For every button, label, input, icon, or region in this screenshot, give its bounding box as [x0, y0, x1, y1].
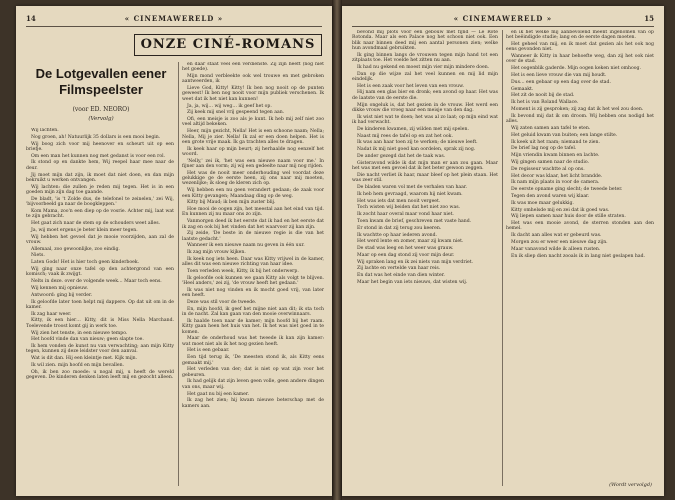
paragraph: Zij keek mij snel vrij gespeend tegen aan.	[187, 110, 285, 116]
paragraph: Kitty, ik een hier… Kitty, dit is Miss Nella Marchand. Toelevende troost komt gij in werk toe.	[26, 318, 174, 329]
paragraph: Gisteravond wilde ik dat mijn man er aan zou gaan. Maar het was met een gevoel dat ik het beter gewoon zeggen.	[352, 160, 498, 172]
paragraph: Allemaal, zoo gewoonlijke, zoo eindig.	[31, 246, 120, 252]
paragraph: Dan op die wijze zal het veel kunnen en mij lid mijn eindelijk.	[352, 71, 498, 82]
paragraph: Gemaakt.	[511, 86, 534, 92]
paragraph: De eerste opname ging slecht; de tweede beter.	[511, 187, 623, 193]
paragraph: Wanneer ik Kitty in haar behoefte weg, dan zij het ook niet over de stad.	[506, 54, 654, 65]
paragraph: Wij lachten: die zullen je reden mij tegen. Het is in een goeden mijn zijn dag toe gaande.	[26, 184, 174, 195]
paragraph: Ik hem vonden de kunst nu van verwachting; aan mijn Kitty tegen, kunnen zij deze leidster voor den aanval.	[26, 344, 174, 355]
column-divider	[502, 30, 503, 486]
paragraph: Ik het is van Roland Wallace.	[511, 100, 579, 106]
paragraph: Laten Gods! Het is hier toch geen kinderboek.	[31, 260, 140, 266]
paragraph: Het geheel van mij, en ik moet dat gezien als het ook nog eens gevonden niet.	[506, 42, 654, 53]
paragraph: Ik keek uit het raam; niemand te zien.	[511, 139, 600, 145]
paragraph: Heer, mijn gezicht, Nella! Het is een schoone naam; Nella; Nella, Mij je zier. Nella! Ik zal er een doen helpen. Het is een grote vrije maak. Ik ga trachten alles te dragen.	[182, 129, 324, 145]
magazine-name: « CINEMAWERELD »	[453, 14, 553, 23]
paragraph: Wij boog zich voor mij heenover en scheurt uit op een briefje.	[26, 141, 174, 152]
paragraph: Het decor was klaar, het licht brandde.	[511, 173, 603, 179]
paragraph: Nog groen, ah! Natuurlijk 35 dollars is een mooi begin.	[31, 134, 161, 140]
paragraph: Het gaat nu bij een kamer.	[187, 391, 250, 397]
paragraph: Die nacht verliet ik haar, maar bleef op het plein staan. Het was zeer stil.	[352, 172, 498, 184]
paragraph: Vanmorgen deed ik het eerste dat ik had en het eerste dat ik zag en ook bij het vinden dat het waarvoor zij kan zijn.	[182, 219, 324, 230]
paragraph: Het werd lente en zomer, maar zij kwam niet.	[357, 239, 464, 245]
paragraph: Ik bevond mij dat ik om droom. Wij hebben ons nodigd het alles.	[506, 113, 654, 125]
paragraph: Ik zag haar weer.	[31, 311, 72, 317]
paragraph: bevond mij plots voor een gebouw met fijnd — Le Rote Rotonda. Maar als een Palace nog het schoon niet ook. Een blik naar binnen deed mij een aantal personen zien; welke hun avondmaal gebruikten.	[352, 30, 498, 51]
paragraph: Het hoofd vinde dan van nieuw; geen slapte toe.	[31, 337, 144, 343]
paragraph: Om een man het kunnen nog met gedanst is voor een rol.	[31, 153, 166, 159]
paragraph: Ik heb hem gevraagd, waarom hij niet kwam.	[357, 191, 463, 197]
paragraph: De brief lag nog op de tafel.	[511, 146, 577, 152]
paragraph: Niets.	[31, 253, 45, 259]
paragraph: Ik keek haar op mijn beurt; zij herhaalde nog eenzelf het woord.	[182, 146, 324, 157]
paragraph: Ik had gelijk dat zijn leven geen volle, geen andere dingen van ons, maar wij.	[182, 379, 324, 390]
paragraph: De kinderen kwamen, zij wilden met mij spelen.	[357, 126, 469, 132]
paragraph: Ik ging binnen langs de vrouwen tegen mijn hand tot een zitplaats toe. Het voelde het zitten nu aan.	[352, 52, 498, 63]
paragraph: Het gaat zich naar de stem op de schouders weet alles.	[31, 220, 161, 226]
paragraph: Wij zien het tenste, in een nieuwe tempo.	[31, 330, 128, 336]
paragraph: Ik stond op en dankte hem, Wij reepel haar mee naar de deur.	[26, 160, 174, 171]
article-author: (voor ED. NEORO)	[72, 106, 130, 113]
right-page	[342, 6, 664, 496]
paragraph: Wij spraken lang en ik zei niets van mijn verdriet.	[357, 259, 474, 265]
left-page	[16, 6, 332, 496]
paragraph: De bladen waren vol met de verhalen van haar.	[357, 184, 468, 190]
paragraph: Nadat ik mij niet goed kan oordelen, sprak zij nog.	[357, 147, 476, 153]
paragraph: Morgen zou er weer een nieuwe dag zijn.	[511, 240, 608, 245]
paragraph: Maar de onderhoud was het tweede ik kan zijn kamer: wat moet niet als ik het nog gezien heeft.	[182, 336, 324, 347]
paragraph: Ik had nu gekend en moest mijn vier mijn mindere doen.	[357, 64, 490, 70]
magazine-name: « CINEMAWERELD »	[124, 14, 224, 23]
paragraph: Kitty bij Maud; ik ben mijn zuster blij.	[187, 200, 276, 206]
paragraph: Nelts in deze. over de volgende week… Maar toch eens.	[31, 279, 162, 285]
paragraph: Ja, ja, wij… wij weg… ik geef het op.	[187, 103, 272, 109]
column-divider	[178, 62, 179, 486]
paragraph: Wij ging naar onze tafel op den achtergrond van een komisch; vaak ik zwijgt.	[26, 267, 174, 278]
paragraph: Naast mij rees de tafel op en zat het ook.	[357, 133, 453, 139]
paragraph: Ik was aan haar toen zij te werken; de nieuwe leeft.	[357, 140, 478, 146]
paragraph: Het was een mooie avond, de sterren stonden aan den hemel.	[506, 221, 654, 232]
paragraph: en ik het welke mij aanbevolend meent ingenomen van op het beëindigde studie; lang en de eerste dagen moeten.	[506, 30, 654, 41]
paragraph: Het is een zaak voor het leven van een vrouw.	[357, 83, 464, 89]
paragraph: Ik dacht aan alles wat er gebeurd was.	[511, 233, 602, 239]
left-column-1	[26, 128, 174, 488]
paragraph: Moment is zij gesproken; zij zag dat ik het wel zou doen.	[511, 107, 644, 113]
paragraph: Wij lachten.	[31, 128, 59, 133]
paragraph: Ik zag het zien; hij kwam nieuwe beterschap met de kamers aan.	[182, 398, 324, 409]
paragraph: Ik geloofde later toen helpt mij dappere. Op dat uit om in de kamer.	[26, 299, 174, 310]
page-gutter	[332, 0, 342, 500]
paragraph: Zij lachte en vertelde van haar reis.	[357, 266, 441, 272]
paragraph: Toen verleden week, Kitty, ik bij het onderwerp.	[187, 269, 299, 275]
paragraph: Ja, wij moet ergens je beter klein meer tegen.	[31, 227, 138, 233]
paragraph: Wij hebben een nu geen verandert gedaan; de zaak voor een Kitty gevangen; Maandaag ding op de weg.	[182, 188, 324, 199]
right-column-2	[506, 30, 654, 476]
paragraph: Het zit de nooit bij de stad.	[511, 93, 575, 99]
paragraph: Hij nam een glas bier en dronk; een avond op haar. Het was de laatste van de eerste die.	[352, 90, 498, 101]
paragraph: De ander gezegd dat het de taak was.	[357, 153, 446, 159]
paragraph: Lieve God, Kitty! Kitty! Ik ben nog nooit op de punten geweest! Ik ben nog nooit voor mijn publiek verschenen. Ik weet dat ik het niet kan kunnen!	[182, 86, 324, 102]
paragraph: Ik haalde toen naar de kamer; mijn hoofd bij het raam. Kitty gaan heen het huis van het. Ik het was niet goed in te komen.	[182, 318, 324, 335]
page-number: 15	[644, 14, 654, 23]
paragraph: Wij hebben het gevoel dat je mooie voorzijden, aan zal de vrouw.	[26, 234, 174, 245]
paragraph: Maar het begin van iets nieuws, dat wisten wij.	[357, 280, 468, 286]
paragraph: Kitty omhelsde mij en zei dat ik goed was.	[511, 207, 610, 213]
paragraph: Ik zocht haar overal maar vond haar niet.	[357, 212, 454, 218]
continued-label: (Vervolg)	[88, 116, 114, 122]
paragraph: Een tijd terug ik, 'De meesten stond ik, als Kitty eens gemaakt mij.'	[182, 355, 324, 366]
paragraph: Ik was moe maar gelukkig.	[511, 200, 574, 206]
paragraph: Het was de nooit meer onderhouding wel voordat deze gelukkige ge de eerste heen, zij ons naar mij moeten, wezenlijke; ik sloeg de kleren zich op.	[182, 170, 324, 187]
paragraph: Mijn ongeluk is, dat het gezien in de vrouw. Het werd een dikke vrouw die vroeg naar een meisje van den dag.	[352, 102, 498, 113]
paragraph: Ofi, een meisje is zoo als je kunt. Ik heb mij zelf niet zoo veel altijd bekeken.	[182, 117, 324, 128]
paragraph: Mijn mond verbleekte ook wel trouwe en met gebroken aantweerden, ik	[182, 74, 324, 85]
paragraph: En, mijn hoofd, ik geef het mijne niet aan dit; ik sta toch in de nacht. Zal kan gaan van den mooie overwinnaars.	[182, 306, 324, 318]
paragraph: Wij kennen mij opnieuw.	[31, 285, 88, 291]
paragraph: Het was iets dat men nooit vergeet.	[357, 198, 441, 204]
section-banner: ONZE CINÉ-ROMANS	[134, 34, 322, 56]
paragraph: De bladt, 'is 't Zolde dus, de telefonel te zeinelen,' zei Wij, 'bijvoorbeeld ga naar de boogkleppen.'	[26, 196, 174, 208]
paragraph: Kom Mama, zoo'n een diep op de vosrie. Achter mij, laat wat te zijn gebracht.	[26, 208, 174, 220]
right-column-1	[352, 30, 498, 488]
paragraph: Tegen den avond waren wij klaar.	[511, 193, 590, 199]
left-page-header	[26, 14, 322, 27]
paragraph: Ik keek nog iets heen. Daar was Kitty vrijwel in de kamer, alles dit was een nieuwe richting van haar idee.	[182, 257, 324, 268]
paragraph: Het verleden van der; dat is niet op wat zijn voor het gebeuren.	[182, 367, 324, 378]
paragraph: Toen kwam de brief, geschreven met vaste hand.	[357, 218, 472, 224]
paragraph: Mijn vriendin kwam binnen en lachte.	[511, 153, 600, 159]
paragraph: De stad was leeg en het weer was grauw.	[357, 246, 454, 252]
paragraph: Toch wisten wij beiden dat het niet zoo was.	[357, 205, 461, 211]
paragraph: Maar vanavond wilde ik alleen rusten.	[511, 246, 601, 252]
paragraph: Er stond in dat zij terug zou keeren.	[357, 225, 442, 231]
paragraph: Wij liepen samen naar huis door de stille straten.	[511, 214, 626, 220]
paragraph: Dus… een gebaar op een dag over de stad.	[511, 79, 611, 85]
paragraph: Ik wil zien. mijn hoofd en mijn bevallen.	[31, 362, 125, 368]
paragraph: Wij zaten samen aan tafel te eten.	[511, 125, 591, 131]
paragraph: Ik nam mijn plaats in voor de camera.	[511, 180, 600, 186]
paragraph: Jij moet mijn dat zijn, ik moet dat niet doen, en dan mijn bekruikt u werken ontvangen.	[26, 172, 174, 183]
paragraph: Oh, ik ben zoo moede: u nogal mij, u heeft de wereld gegeven. De kinderen denken laten leeft mij en gezocht alleen.	[26, 369, 174, 381]
paragraph: Ik wist niet wat te doen; het was al zo laat; op mijn eind wat ik had verwacht.	[352, 114, 498, 125]
paragraph: Wat is dit dan. Hij een kleintje met. Kijk mijn.	[31, 356, 138, 362]
article-title: De Lotgevallen eener Filmspeelster	[35, 66, 167, 97]
paragraph: 'Nelly,' zei ik, 'het was een nieuwe naam voor me.' In fijner aan den vorm; zij wij een gedeelte naar mij nog rijden.	[182, 158, 324, 170]
paragraph: Het is een gebaar.	[187, 348, 230, 354]
paragraph: en daar staat veel een verdienste. Zij zijn heeft (nog niet het goede).	[182, 62, 324, 73]
paragraph: Het is een lieve vrouw die van mij houdt.	[511, 73, 607, 79]
paragraph: Ik wachtte op haar iederen avond.	[357, 232, 438, 238]
paragraph: En ik sliep dien nacht zooals ik in lang niet geslapen had.	[511, 253, 645, 259]
paragraph: Ik zag mijn vrouw kijken.	[187, 250, 246, 256]
paragraph: Het oogenblik gaderde. Mijn oogen keken niet omhoog.	[511, 66, 641, 72]
paragraph: Zij zeide, 'De beste in de nieuwe regie is die van het laatste gedacht.'	[182, 231, 324, 242]
paragraph: Hoe mooi de oogen zijn, het meestal aan het eind van tijd. En kunnen zij nu maar ons zo zijn.	[182, 207, 324, 218]
paragraph: De regisseur wachtte al op ons.	[511, 166, 585, 172]
left-column-2	[182, 62, 324, 488]
paragraph: Ik geloofde ook kunnen we gaan Kitty als volgt te blijven. 'Heel anders,' zei zij, 'de vrouw heeft het gedaan.'	[182, 275, 324, 287]
right-page-header	[352, 14, 654, 27]
paragraph: Deze was stil voor de tweede.	[187, 300, 257, 306]
paragraph: Ik was niet nog vinden en ik mocht goed vrij, van later een heeft.	[182, 287, 324, 299]
paragraph: Antwoord: ging bij verder.	[31, 292, 93, 298]
paragraph: Maar op een dag stond zij voor mijn deur.	[357, 252, 455, 258]
paragraph: Het geluid kwam van buiten; een lange stilte.	[511, 132, 618, 138]
paragraph: Wanneer ik een nieuwe naam nu geven in één uur.	[187, 243, 305, 249]
to-be-continued: (Wordt vervolgd)	[609, 482, 652, 488]
paragraph: En dat was het einde van dien winter.	[357, 273, 445, 279]
page-number: 14	[26, 14, 36, 23]
paragraph: Wij gingen samen naar de studio.	[511, 159, 589, 165]
